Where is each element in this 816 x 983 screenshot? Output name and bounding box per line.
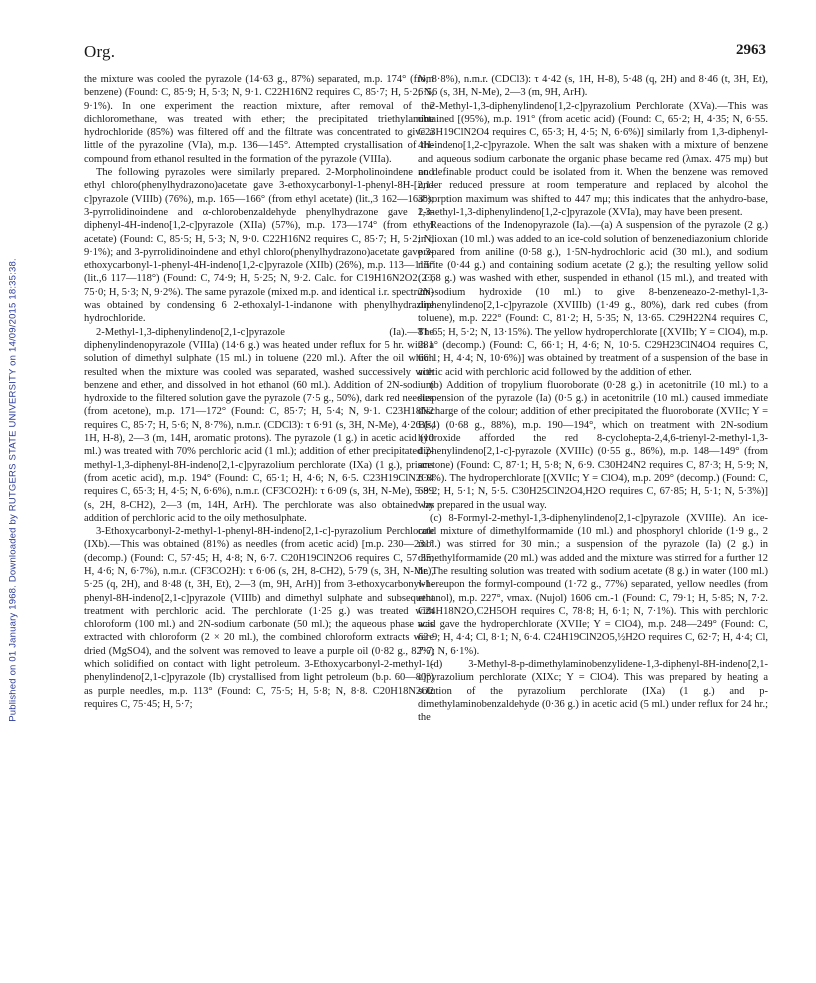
paragraph: 3-Ethoxycarbonyl-2-methyl-1-phenyl-8H-indeno[2,1-c]-pyrazolium Perchlorate (IXb).—This was obtained (81%) as needles (from acetic acid) [m.p. 230—231° (decomp.) (Found: C, 57·45; H, 4·8; N, 6·7. C20H19ClN2O6 requires C, 57·35; H, 4·6; N, 6·7%), n.m.r. (CF3CO2H): τ 6·06 (s, 2H, 8-CH2), 5·79 (s, 3H, N-Me), 5·25 (q, 2H), and 8·48 (t, 3H, Et), 2—3 (m, 9H, ArH)] from 3-ethoxycarbonyl-1-phenyl-8H-indeno[2,1-c]pyrazole (VIIIb) and dimethyl sulphate and subsequent treatment with perchloric acid. The perchlorate (1·25 g.) was treated with chloroform (100 ml.) and 2N-sodium carbonate (50 ml.); the aqueous phase was extracted with chloroform (2 × 20 ml.), the combined chloroform extracts were dried (MgSO4), and the solvent was removed to leave a purple oil (0·82 g., 82%) which solidified on contact with light petroleum. 3-Ethoxycarbonyl-2-methyl-1-phenylindeno[2,1-c]pyrazole (Ib) crystallised from light petroleum (b.p. 60—80°) as purple needles, m.p. 113° (Found: C, 75·5; H, 5·8; N, 8·8. C20H18N2O2 requires C, 75·45; H, 5·7; xyxy=(84,526,434,710)
running-header-section: Org. xyxy=(84,42,116,61)
paragraph: Reactions of the Indenopyrazole (Ia).—(a) A suspension of the pyrazole (2 g.) in dioxan (10 ml.) was added to an ice-cold solution of benzenediazonium chloride prepared from aniline (0·58 g.), 1·5N-hydrochloric acid (30 ml.), and sodium nitrite (0·44 g.) and containing sodium acetate (2 g.); the resulting yellow solid (2·68 g.) was washed with ether, suspended in ethanol (15 ml.), and treated with 2N-sodium hydroxide (10 ml.) to give 8-benzeneazo-2-methyl-1,3-diphenylindeno[2,1-c]pyrazole (XVIIIb) (1·49 g., 80%), dark red cubes (from toluene), m.p. 222° (Found: C, 81·2; H, 5·35; N, 13·65. C29H22N4 requires C, 81·65; H, 5·2; N, 13·15%). The yellow hydroperchlorate [(XVIIb; Y = ClO4), m.p. 281° (decomp.) (Found: C, 66·1; H, 4·6; N, 10·5. C29H23ClN4O4 requires C, 66·1; H, 4·4; N, 10·6%)] was obtained by treatment of a suspension of the base in acetic acid with perchloric acid followed by the addition of ether. xyxy=(418,220,768,378)
left-column xyxy=(84,73,434,711)
paragraph: (c) 8-Formyl-2-methyl-1,3-diphenylindeno[2,1-c]pyrazole (XVIIIe). An ice-cold mixture of dimethylformamide (10 ml.) and phosphoryl chloride (1·9 g., 2 mol.) was stirred for 30 min.; a suspension of the pyrazole (Ia) (2 g.) in dimethylformamide (20 ml.) was added and the mixture was stirred for a further 12 hr. The resulting solution was treated with sodium acetate (8 g.) in water (100 ml.) whereupon the formyl-compound (1·72 g., 77%) separated, yellow needles (from ethanol), m.p. 227°, νmax. (Nujol) 1606 cm.-1 (Found: C, 79·1; H, 5·85; N, 7·2. C24H18N2O,C2H5OH requires C, 78·8; H, 6·1; N, 7·1%). This with perchloric acid gave the hydroperchlorate (XVIIe; Y = ClO4), m.p. 248—249° (Found: C, 62·9; H, 4·4; Cl, 8·1; N, 6·4. C24H19ClN2O5,½H2O requires C, 62·7; H, 4·4; Cl, 7·7; N, 6·1%). xyxy=(418,512,768,657)
download-watermark-text: Published on 01 January 1968. Downloaded by RUTGERS STATE UNIVERSITY on 14/09/2015 18:35:38. xyxy=(7,258,19,722)
paragraph: the mixture was cooled the pyrazole (14·63 g., 87%) separated, m.p. 174° (from benzene) (Found: C, 85·9; H, 5·3; N, 9·1. C22H16N2 requires C, 85·7; H, 5·2; N, 9·1%). In one experiment the reaction mixture, after removal of the dichloromethane, was treated with ether; the precipitated triethylamine hydrochloride (85%) was filtered off and the filtrate was concentrated to give a little of the pyrazoline (VIa), m.p. 136—145°. Attempted crystallisation of the compound from ethanol resulted in the formation of the pyrazole (VIIIa). xyxy=(84,74,434,165)
download-watermark xyxy=(6,120,20,860)
paragraph: N, 8·8%), n.m.r. (CDCl3): τ 4·42 (s, 1H, H-8), 5·48 (q, 2H) and 8·46 (t, 3H, Et), 6·56 (s, 3H, N-Me), 2—3 (m, 9H, ArH). xyxy=(418,74,768,99)
paragraph: (d) 3-Methyl-8-p-dimethylaminobenzylidene-1,3-diphenyl-8H-indeno[2,1-c]pyrazolium perchlorate (XIXc; Y = ClO4). This was prepared by heating a solution of the pyrazolium perchlorate (IXa) (1 g.) and p-dimethylaminobenzaldehyde (0·36 g.) in acetic acid (5 ml.) under reflux for 24 hr.; the xyxy=(418,659,768,724)
paragraph: 2-Methyl-1,3-diphenylindeno[1,2-c]pyrazolium Perchlorate (XVa).—This was obtained [(95%), m.p. 191° (from acetic acid) (Found: C, 65·2; H, 4·35; N, 6·55. C23H19ClN2O4 requires C, 65·3; H, 4·5; N, 6·6%)] similarly from 1,3-diphenyl-4H-indeno[1,2-c]pyrazole. When the salt was shaken with a mixture of benzene and aqueous sodium carbonate the organic phase became red (λmax. 475 mμ) but no definable product could be isolated from it. When the benzene was removed under reduced pressure at room temperature and replaced by alcohol the absorption maximum was shifted to 447 mμ; this indicates that the anhydro-base, 2-methyl-1,3-diphenylindeno[1,2-c]pyrazole (XVIa), may have been present. xyxy=(418,100,768,218)
paragraph: (b) Addition of tropylium fluoroborate (0·28 g.) in acetonitrile (10 ml.) to a suspension of the pyrazole (Ia) (0·5 g.) in acetonitrile (10 ml.) caused immediate discharge of the colour; addition of ether precipitated the fluoroborate (XVIIc; Y = BF4) (0·68 g., 88%), m.p. 190—194°, which on treatment with 2N-sodium hydroxide afforded the red 8-cyclohepta-2,4,6-trienyl-2-methyl-1,3-diphenylindeno[2,1-c]-pyrazole (XVIIIc) (0·55 g., 86%), m.p. 148—149° (from acetone) (Found: C, 87·1; H, 5·8; N, 6·9. C30H24N2 requires C, 87·3; H, 5·9; N, 6·8%). The hydroperchlorate [(XVIIc; Y = ClO4), m.p. 209° (decomp.) (Found: C, 68·2; H, 5·1; N, 5·5. C30H25ClN2O4,H2O requires C, 67·85; H, 5·1; N, 5·3%)] was prepared in the usual way. xyxy=(418,379,768,511)
paragraph: 2-Methyl-1,3-diphenylindeno[2,1-c]pyrazole (Ia).—The diphenylindenopyrazole (VIIIa) (14·6 g.) was heated under reflux for 5 hr. with a solution of dimethyl sulphate (15 ml.) in toluene (220 ml.). After the oil which resulted when the mixture was cooled was separated, washed successively with benzene and ether, and dissolved in hot ethanol (60 ml.). Addition of 2N-sodium hydroxide to the filtered solution gave the pyrazole (7·5 g., 50%), dark red needles (from acetone), m.p. 171—172° (Found: C, 85·7; H, 5·4; N, 9·1. C23H18N2 requires C, 85·7; H, 5·6; N, 8·7%), n.m.r. (CDCl3): τ 6·91 (s, 3H, N-Me), 4·26 (s, 1H, H-8), 2—3 (m, 14H, aromatic protons). The pyrazole (1 g.) in acetic acid (10 ml.) was treated with 70% perchloric acid (1 ml.); addition of ether precipitated 2-methyl-1,3-diphenyl-8H-indeno[2,1-c]pyrazolium perchlorate (IXa) (1 g.), prisms (from acetic acid), m.p. 194° (Found: C, 65·1; H, 4·6; N, 6·5. C23H19ClN2O4 requires C, 65·3; H, 4·5; N, 6·6%), n.m.r. (CF3CO2H): τ 6·09 (s, 3H, N-Me), 5·99 (s, 2H, 8-CH2), 2—3 (m, 14H, ArH). The perchlorate was also obtained by addition of perchloric acid to the oily methosulphate. xyxy=(84,326,434,524)
right-column xyxy=(418,73,768,725)
paragraph: The following pyrazoles were similarly prepared. 2-Morpholinoindene and ethyl chloro(phenylhydrazono)acetate gave 3-ethoxycarbonyl-1-phenyl-8H-[2,1-c]pyrazole (VIIIb) (76%), m.p. 165—166° (from ethyl acetate) (lit.,3 162—163°); 3-pyrrolidinoindene and α-chlorobenzaldehyde phenylhydrazone gave 1,3-diphenyl-4H-indeno[1,2-c]pyrazole (XIIa) (57%), m.p. 173—174° (from ethyl acetate) (Found: C, 85·5; H, 5·3; N, 9·0. C22H16N2 requires C, 85·7; H, 5·2; N, 9·1%); and 3-pyrrolidinoindene and ethyl chloro(phenylhydrazono)acetate gave 3-ethoxycarbonyl-1-phenyl-4H-indeno[1,2-c]pyrazole (XIIb) (26%), m.p. 113—115° (lit.,6 117—118°) (Found: C, 74·9; H, 5·25; N, 9·2. Calc. for C19H16N2O2: C, 75·0; H, 5·3; N, 9·2%). The same pyrazole (mixed m.p. and identical i.r. spectrum) was obtained by condensing 6 2-ethoxalyl-1-indanone with phenylhydrazine hydrochloride. xyxy=(84,167,434,325)
page-number: 2963 xyxy=(736,42,766,58)
